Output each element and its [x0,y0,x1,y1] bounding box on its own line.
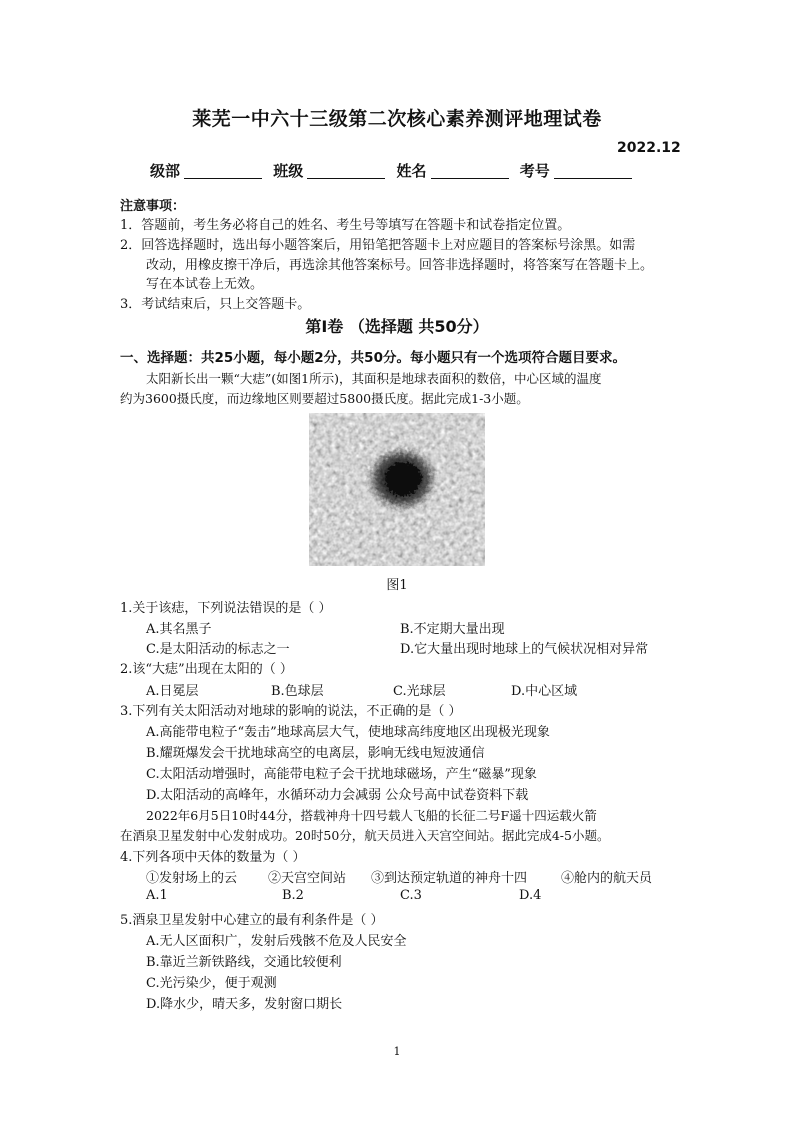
notes-heading: 注意事项： [120,199,186,214]
field-label-grade: 级部 [150,162,181,180]
q1-option-d: D.它大量出现时地球上的气候状况相对异常 [400,642,649,657]
q3-option-d: D.太阳活动的高峰年，水循环动力会减弱 公众号高中试卷资料下载 [146,788,529,803]
note-item: 改动，用橡皮擦干净后，再选涂其他答案标号。回答非选择题时，将答案写在答题卡上。 [146,258,654,273]
q2-option-a: A.日冕层 [146,684,199,699]
exam-date: 2022.12 [617,140,681,156]
q4-item: ③到达预定轨道的神舟十四 [371,871,528,886]
question-2-stem: 2.该“大痣”出现在太阳的（ ） [120,662,293,677]
q3-option-b: B.耀斑爆发会干扰地球高空的电离层，影响无线电短波通信 [146,746,485,761]
q3-option-a: A.高能带电粒子“轰击”地球高层大气，使地球高纬度地区出现极光现象 [146,725,550,740]
exam-title: 莱芜一中六十三级第二次核心素养测评地理试卷 [192,108,602,130]
sunspot-image [309,413,485,566]
volume-heading: 第Ⅰ卷 （选择题 共50分） [305,317,489,336]
field-blank-name[interactable] [431,164,509,179]
question-4-stem: 4.下列各项中天体的数量为（ ） [120,850,306,865]
field-label-class: 班级 [273,162,304,180]
q2-option-c: C.光球层 [393,684,446,699]
intro-text: 在酒泉卫星发射中心发射成功。20时50分，航天员进入天宫空间站。据此完成4-5小题。 [120,828,610,843]
note-item: 写在本试卷上无效。 [146,277,264,292]
field-blank-exam-no[interactable] [554,164,632,179]
field-label-exam-no: 考号 [519,162,550,180]
q5-option-b: B.靠近兰新铁路线，交通比较便利 [146,955,342,970]
umbra-shape [385,462,421,496]
q5-option-d: D.降水少，晴天多，发射窗口期长 [146,997,343,1012]
question-1-stem: 1.关于该痣，下列说法错误的是（ ） [120,601,332,616]
q2-option-d: D.中心区域 [511,684,578,699]
q2-option-b: B.色球层 [271,684,324,699]
note-item: 3．考试结束后，只上交答题卡。 [120,297,311,312]
field-blank-grade[interactable] [184,164,262,179]
question-5-stem: 5.酒泉卫星发射中心建立的最有利条件是（ ） [120,913,384,928]
intro-text: 太阳新长出一颗“大痣”(如图1所示)，其面积是地球表面积的数倍，中心区域的温度 [146,371,602,386]
student-info-fields [150,160,638,181]
q4-option-d: D.4 [519,888,542,903]
q3-option-c: C.太阳活动增强时，高能带电粒子会干扰地球磁场，产生“磁暴”现象 [146,767,537,782]
figure-caption: 图1 [386,578,408,593]
question-3-stem: 3.下列有关太阳活动对地球的影响的说法，不正确的是（ ） [120,704,462,719]
note-item: 1．答题前，考生务必将自己的姓名、考生号等填写在答题卡和试卷指定位置。 [120,218,571,233]
q5-option-a: A.无人区面积广，发射后残骸不危及人民安全 [146,934,407,949]
section-heading: 一、选择题：共25小题，每小题2分，共50分。每小题只有一个选项符合题目要求。 [120,350,626,366]
q1-option-b: B.不定期大量出现 [400,622,505,637]
page-number: 1 [393,1045,401,1058]
q1-option-a: A.其名黑子 [146,622,212,637]
q4-option-b: B.2 [282,888,304,903]
intro-text: 2022年6月5日10时44分，搭载神舟十四号载人飞船的长征二号F遥十四运载火箭 [146,808,597,823]
q4-item: ④舱内的航天员 [561,871,653,886]
intro-text: 约为3600摄氏度，而边缘地区则要超过5800摄氏度。据此完成1-3小题。 [120,391,529,406]
field-label-name: 姓名 [396,162,427,180]
q1-option-c: C.是太阳活动的标志之一 [146,642,290,657]
q4-option-a: A.1 [146,888,168,903]
q4-item: ①发射场上的云 [146,871,238,886]
note-item: 2．回答选择题时，选出每小题答案后，用铅笔把答题卡上对应题目的答案标号涂黑。如需 [120,238,636,253]
field-blank-class[interactable] [307,164,385,179]
q5-option-c: C.光污染少，便于观测 [146,976,277,991]
q4-option-c: C.3 [400,888,422,903]
q4-item: ②天宫空间站 [268,871,347,886]
